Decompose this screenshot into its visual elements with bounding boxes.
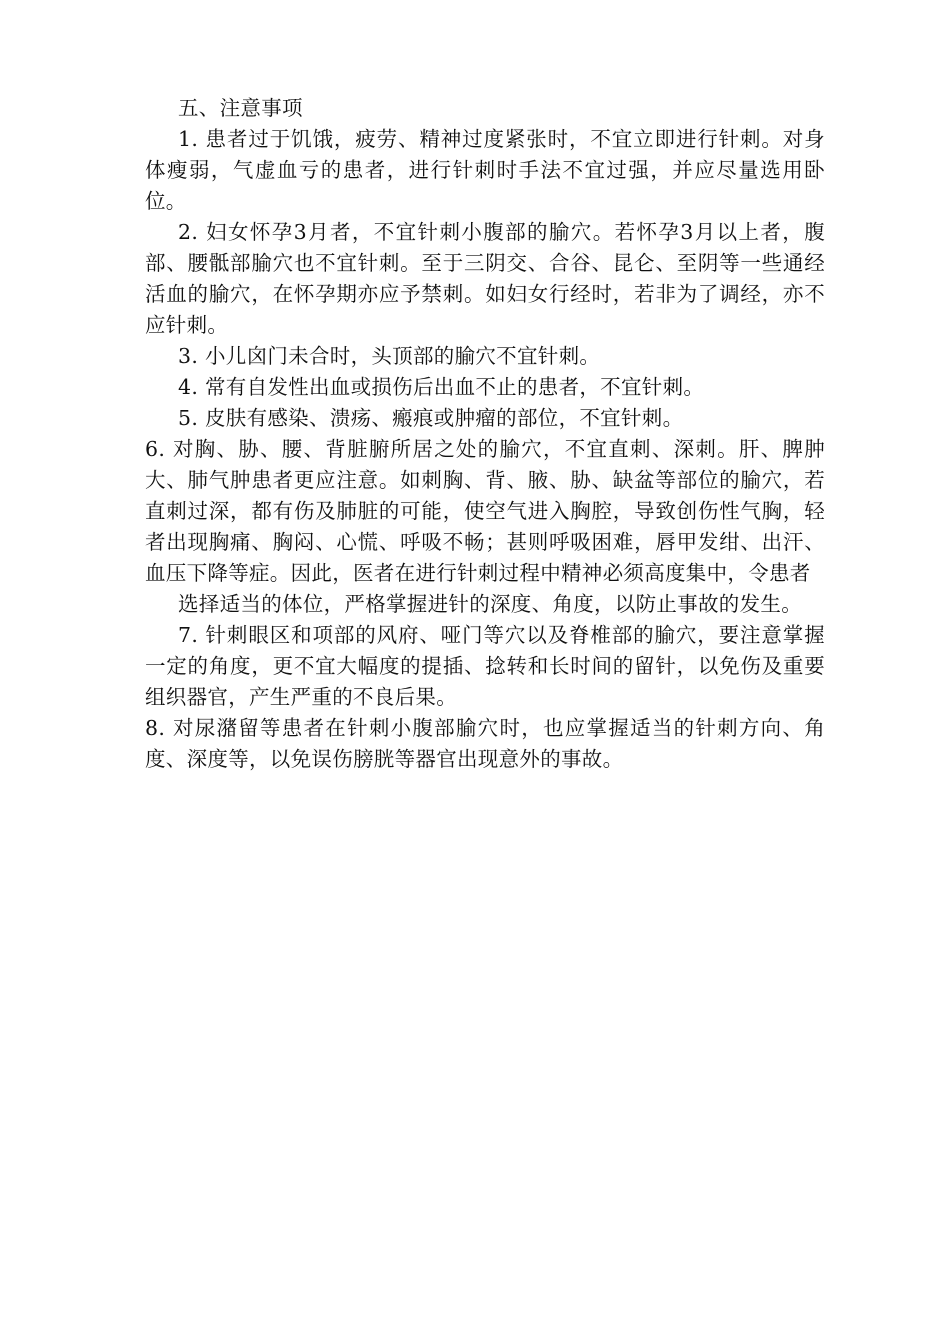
section-heading: 五、注意事项 [178, 96, 303, 120]
paragraph-item-6: 6. 对胸、胁、腰、背脏腑所居之处的腧穴，不宜直刺、深刺。肝、脾肿大、肺气肿患者更应注意。如刺胸、背、腋、胁、缺盆等部位的腧穴，若直刺过深，都有伤及肺脏的可能，使空气进入胸腔，导致创伤性气胸，轻者出现胸痛、胸闷、心慌、呼吸不畅；甚则呼吸困难，唇甲发绀、出汗、血压下降等症。因此，医者在进行针刺过程中精神必须高度集中，令患者 [145, 437, 825, 585]
paragraph-item-1: 1. 患者过于饥饿，疲劳、精神过度紧张时，不宜立即进行针刺。对身体瘦弱，气虚血亏的患者，进行针刺时手法不宜过强，并应尽量选用卧位。 [145, 127, 825, 213]
paragraph-item-3: 3. 小儿囟门未合时，头顶部的腧穴不宜针刺。 [178, 344, 601, 368]
paragraph-item-4: 4. 常有自发性出血或损伤后出血不止的患者，不宜针刺。 [178, 375, 705, 399]
paragraph-item-7: 7. 针刺眼区和项部的风府、哑门等穴以及脊椎部的腧穴，要注意掌握一定的角度，更不宜大幅度的提插、捻转和长时间的留针，以免伤及重要组织器官，产生严重的不良后果。 [145, 623, 825, 709]
paragraph-item-8: 8. 对尿潴留等患者在针刺小腹部腧穴时，也应掌握适当的针刺方向、角度、深度等，以免误伤膀胱等器官出现意外的事故。 [145, 716, 825, 771]
paragraph-item-2: 2. 妇女怀孕3月者，不宜针刺小腹部的腧穴。若怀孕3月以上者，腹部、腰骶部腧穴也不宜针刺。至于三阴交、合谷、昆仑、至阴等一些通经活血的腧穴，在怀孕期亦应予禁刺。如妇女行经时，若非为了调经，亦不应针刺。 [145, 220, 825, 337]
document-body [145, 93, 825, 775]
paragraph-item-6-continued: 选择适当的体位，严格掌握进针的深度、角度，以防止事故的发生。 [178, 592, 802, 616]
paragraph-item-5: 5. 皮肤有感染、溃疡、瘢痕或肿瘤的部位，不宜针刺。 [178, 406, 684, 430]
